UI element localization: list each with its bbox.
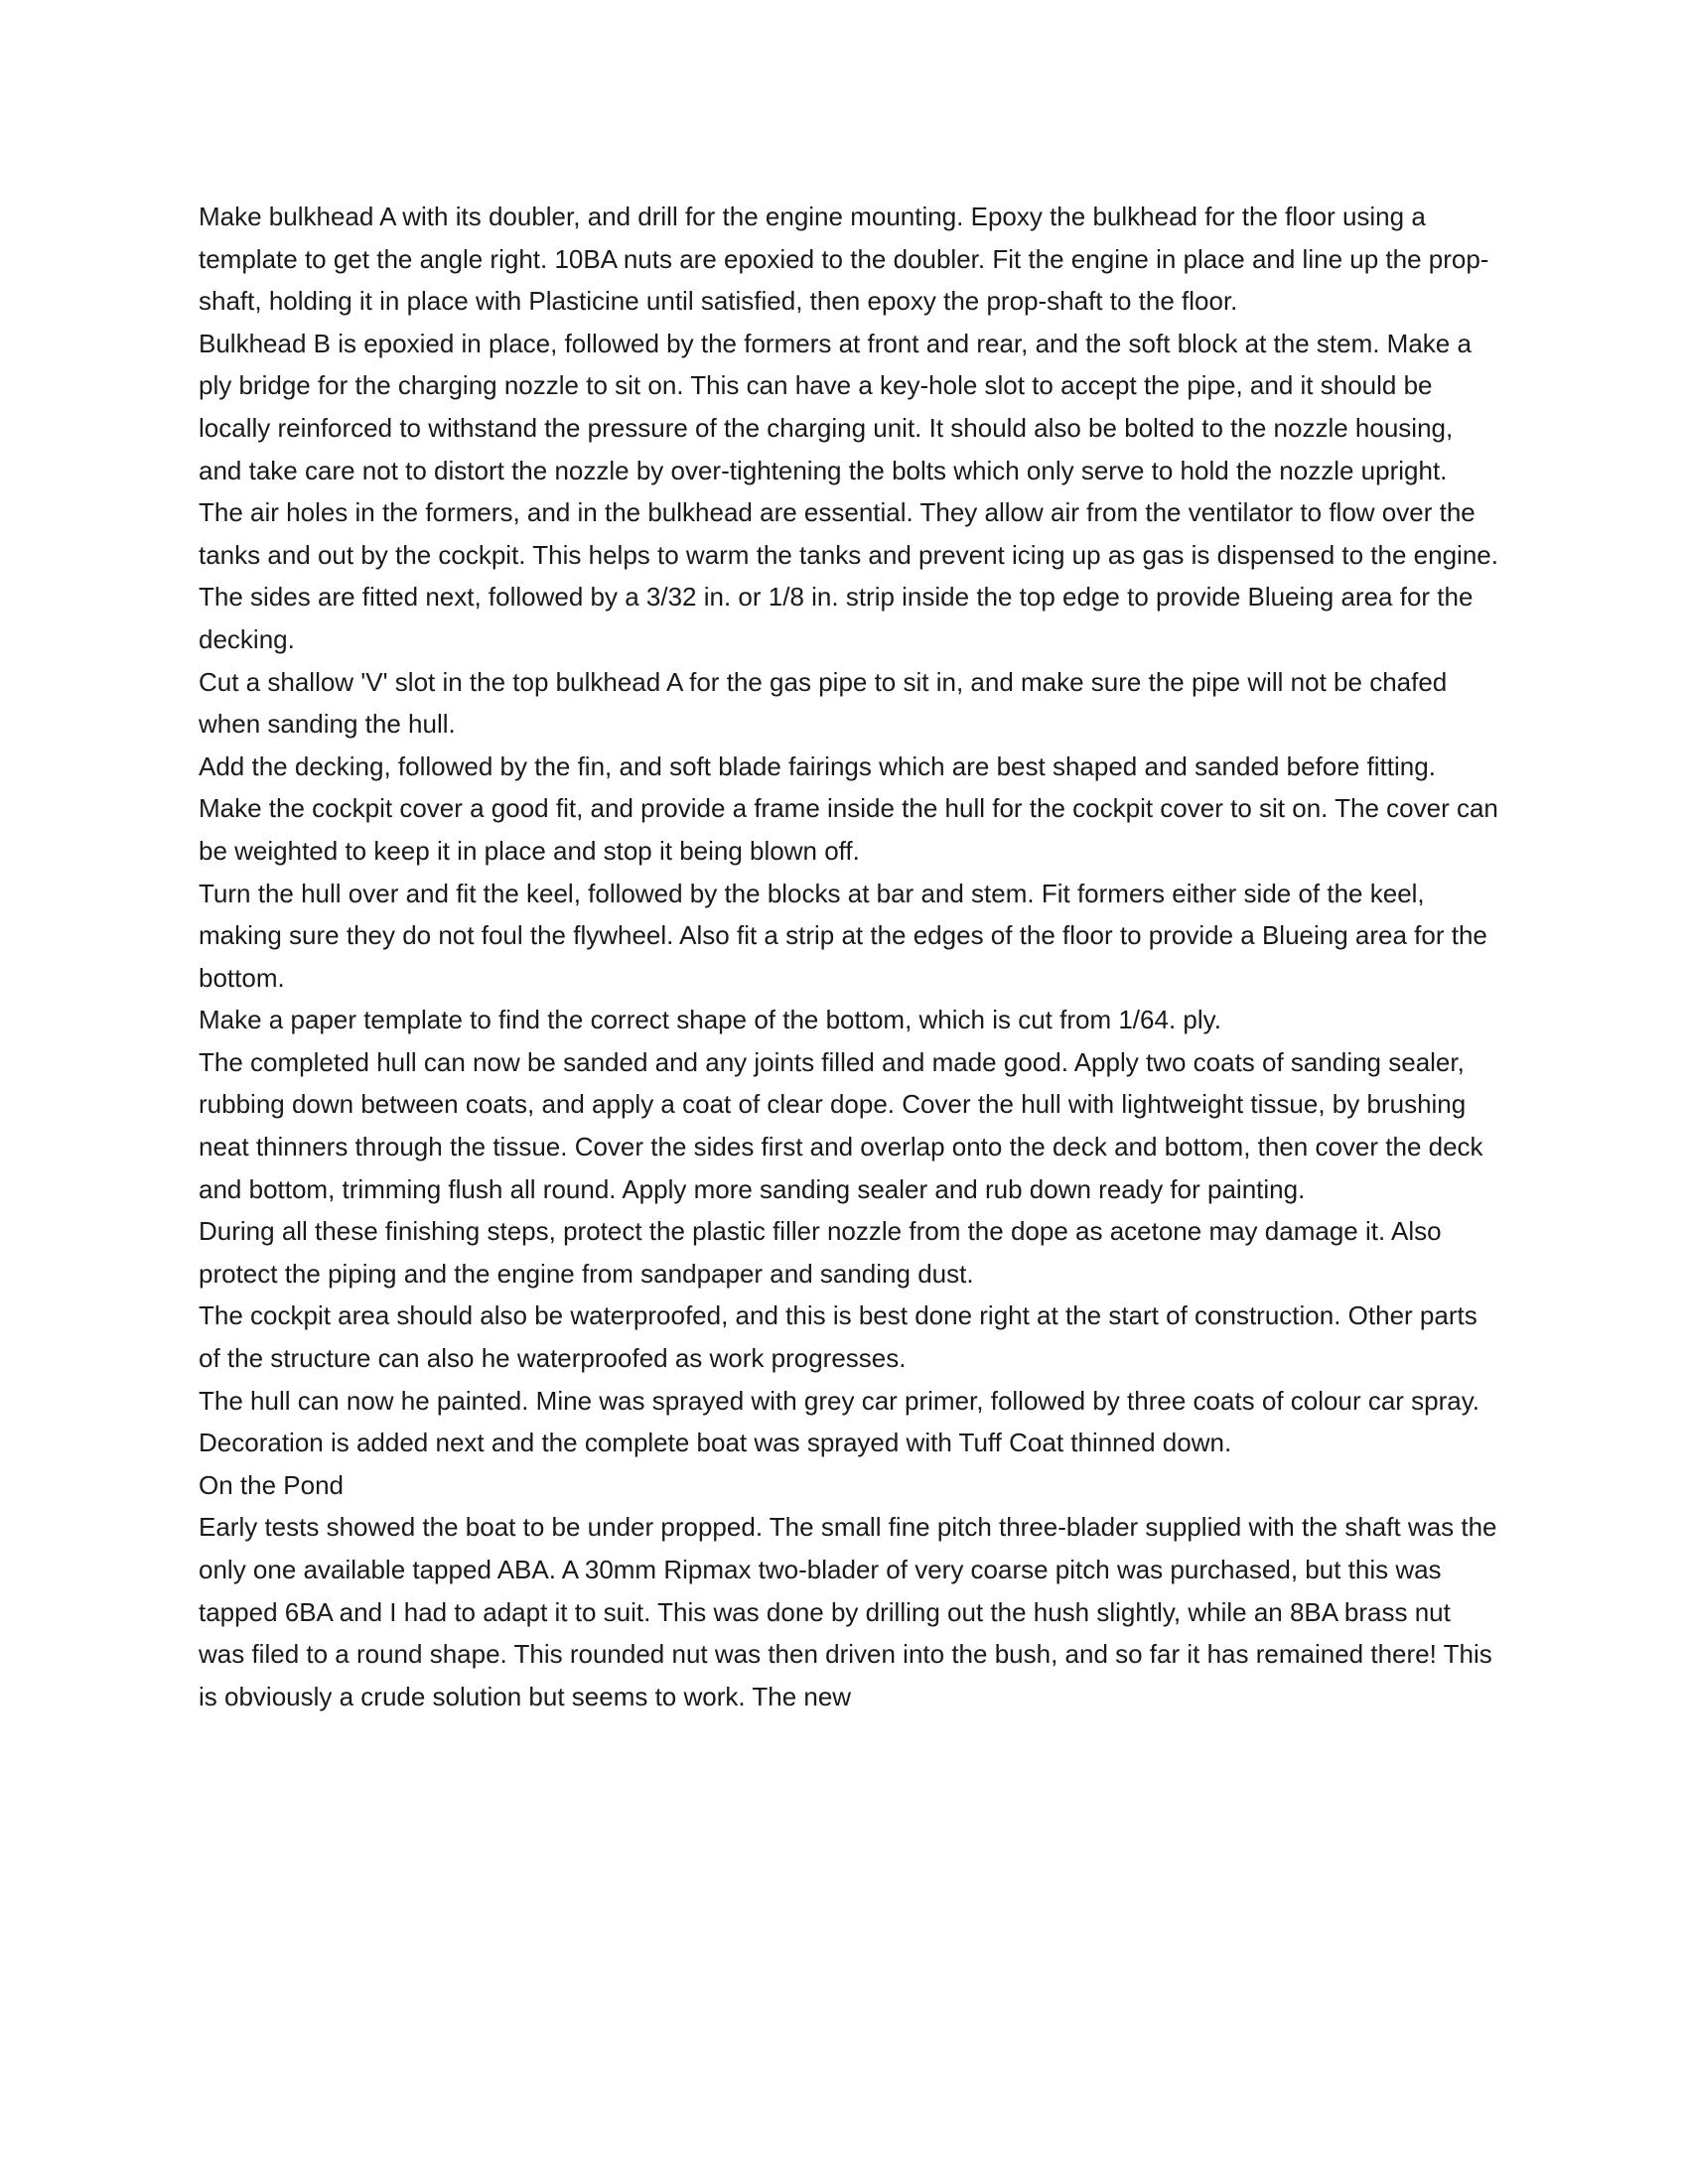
paragraph-decking: Add the decking, followed by the fin, and soft blade fairings which are best shaped and sanded before fitting. (199, 751, 1436, 781)
section-heading-on-the-pond: On the Pond (199, 1469, 344, 1500)
paragraph-bulkhead-a: Make bulkhead A with its doubler, and drill for the engine mounting. Epoxy the bulkhead for the floor using a template to get the angle right. 10BA nuts are epoxied to the doubler. Fit the engine in place and line up the prop-shaft, holding it in place with Plasticine until satisfied, then epoxy the prop-shaft to the floor. (199, 202, 1489, 317)
body-text (199, 196, 1499, 1717)
paragraph-sides: The sides are fitted next, followed by a 3/32 in. or 1/8 in. strip inside the top edge to provide Blueing area for the decking. (199, 582, 1474, 654)
paragraph-cockpit-cover: Make the cockpit cover a good fit, and provide a frame inside the hull for the cockpit cover to sit on. The cover can be weighted to keep it in place and stop it being blown off. (199, 793, 1498, 866)
paragraph-bulkhead-b: Bulkhead B is epoxied in place, followed by the formers at front and rear, and the soft block at the stem. Make a ply bridge for the charging nozzle to sit on. This can have a key-hole slot to accept the pipe, and it should be locally reinforced to withstand the pressure of the charging unit. It should also be bolted to the nozzle housing, and take care not to distort the nozzle by over-tightening the bolts which only serve to hold the nozzle upright. (199, 328, 1472, 485)
paragraph-waterproofing: The cockpit area should also be waterproofed, and this is best done right at the start of construction. Other parts of the structure can also he waterproofed as work progresses. (199, 1300, 1477, 1374)
paragraph-early-tests: Early tests showed the boat to be under propped. The small fine pitch three-blader supplied with the shaft was the only one available tapped ABA. A 30mm Ripmax two-blader of very coarse pitch was purchased, but this was tapped 6BA and I had to adapt it to suit. This was done by drilling out the hush slightly, while an 8BA brass nut was filed to a round shape. This rounded nut was then driven into the bush, and so far it has remained there! This is obviously a crude solution but seems to work. The new (199, 1512, 1497, 1711)
paragraph-painting: The hull can now he painted. Mine was sprayed with grey car primer, followed by three coats of colour car spray. Decoration is added next and the complete boat was sprayed with Tuff Coat thinned down. (199, 1385, 1480, 1458)
paragraph-v-slot: Cut a shallow 'V' slot in the top bulkhead A for the gas pipe to sit in, and make sure the pipe will not be chafed when sanding the hull. (199, 666, 1448, 740)
paragraph-paper-template: Make a paper template to find the correct shape of the bottom, which is cut from 1/64. ply. (199, 1005, 1221, 1035)
paragraph-air-holes: The air holes in the formers, and in the bulkhead are essential. They allow air from the ventilator to flow over the tanks and out by the cockpit. This helps to warm the tanks and prevent icing up as gas is dispensed to the engine. (199, 497, 1498, 570)
paragraph-sanding: The completed hull can now be sanded and any joints filled and made good. Apply two coats of sanding sealer, rubbing down between coats, and apply a coat of clear dope. Cover the hull with lightweight tissue, by brushing neat thinners through the tissue. Cover the sides first and overlap onto the deck and bottom, then cover the deck and bottom, trimming flush all round. Apply more sanding sealer and rub down ready for painting. (199, 1046, 1483, 1204)
paragraph-keel: Turn the hull over and fit the keel, followed by the blocks at bar and stem. Fit formers either side of the keel, making sure they do not foul the flywheel. Also fit a strip at the edges of the floor to provide a Blueing area for the bottom. (199, 878, 1487, 993)
paragraph-finishing: During all these finishing steps, protect the plastic filler nozzle from the dope as acetone may damage it. Also protect the piping and the engine from sandpaper and sanding dust. (199, 1216, 1442, 1289)
